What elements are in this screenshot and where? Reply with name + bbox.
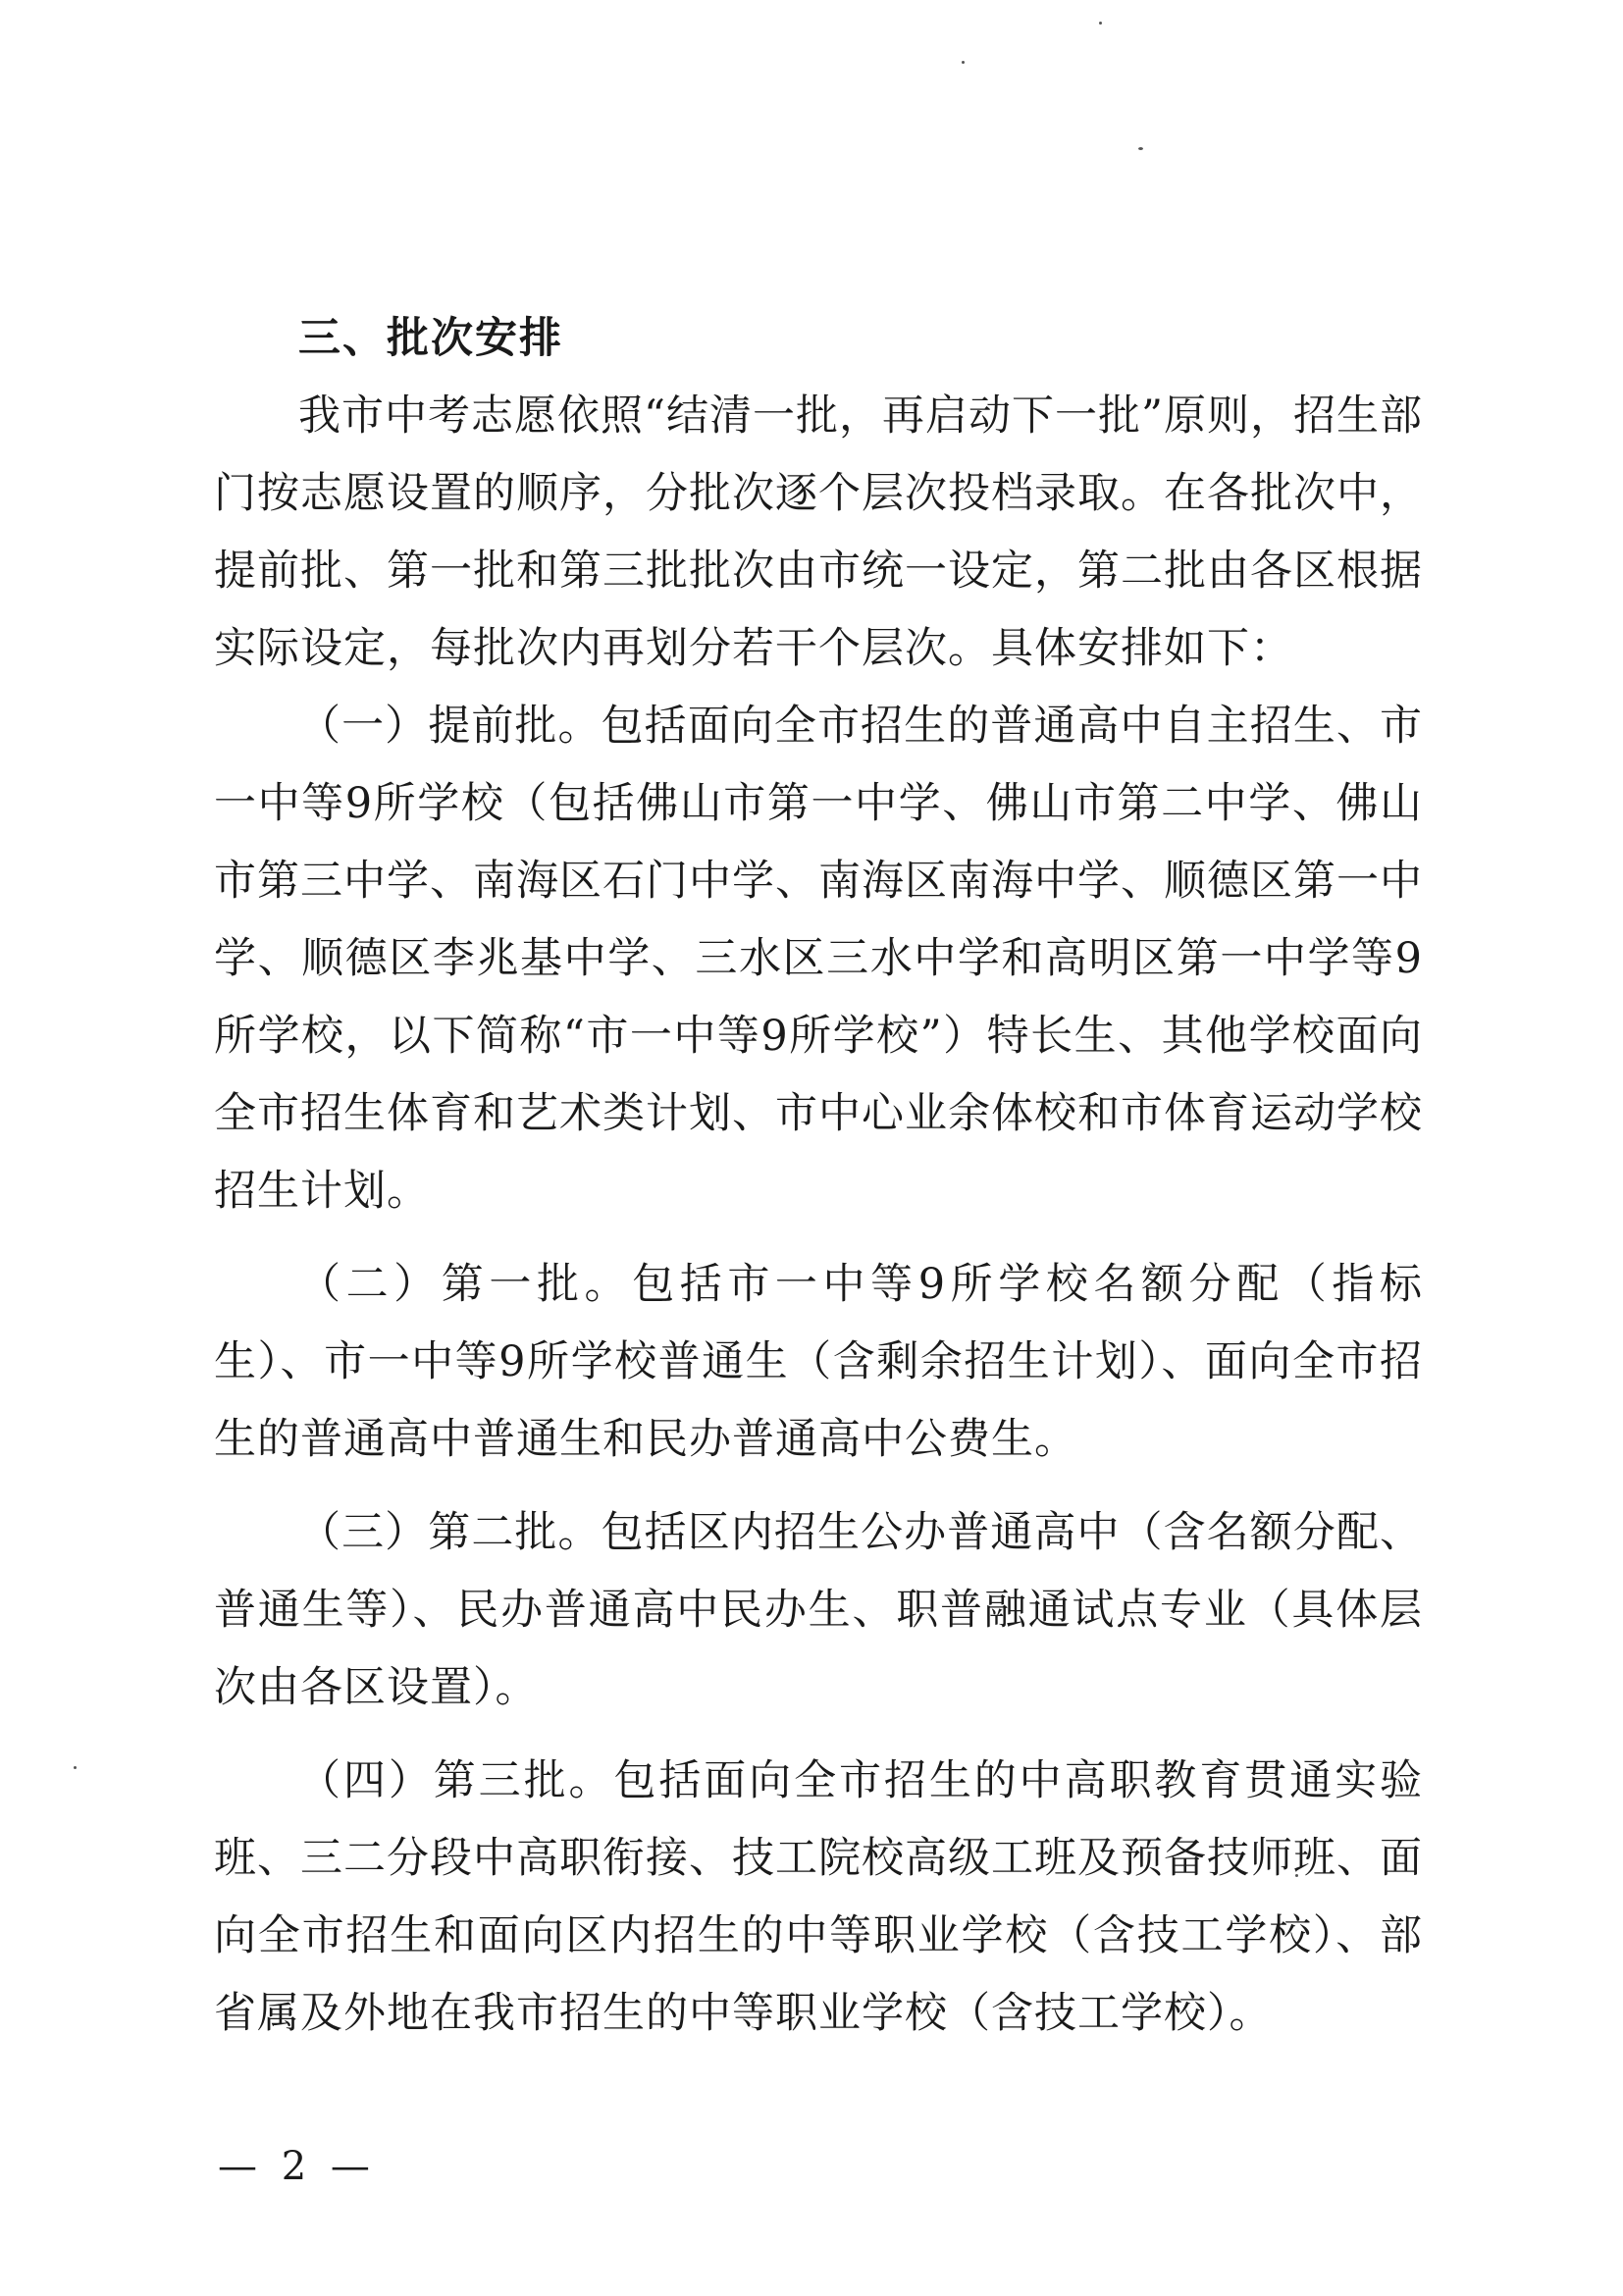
batch-third-paragraph: （四）第三批。包括面向全市招生的中高职教育贯通实验班、三二分段中高职衔接、技工院校高级工班及预备技师班、面向全市招生和面向区内招生的中等职业学校（含技工学校）、部省属及外地在我市招生的中等职业学校（含技工学校）。 xyxy=(214,1756,1423,2038)
document-body xyxy=(214,299,1423,2053)
scan-speck xyxy=(74,1766,77,1769)
batch-early-paragraph: （一）提前批。包括面向全市招生的普通高中自主招生、市一中等9所学校（包括佛山市第一中学、佛山市第二中学、佛山市第三中学、南海区石门中学、南海区南海中学、顺德区第一中学、顺德区李兆基中学、三水区三水中学和高明区第一中学等9所学校，以下简称“市一中等9所学校”）特长生、其他学校面向全市招生体育和艺术类计划、市中心业余体校和市体育运动学校招生计划。 xyxy=(214,702,1423,1216)
intro-paragraph: 我市中考志愿依照“结清一批，再启动下一批”原则，招生部门按志愿设置的顺序，分批次逐个层次投档录取。在各批次中，提前批、第一批和第三批批次由市统一设定，第二批由各区根据实际设定，每批次内再划分若干个层次。具体安排如下： xyxy=(214,391,1423,673)
batch-second-paragraph: （三）第二批。包括区内招生公办普通高中（含名额分配、普通生等）、民办普通高中民办生、职普融通试点专业（具体层次由各区设置）。 xyxy=(214,1508,1423,1712)
scan-speck xyxy=(962,61,965,64)
page-number: — 2 — xyxy=(218,2144,376,2189)
section-heading: 三、批次安排 xyxy=(298,314,563,363)
scan-speck xyxy=(1099,22,1102,25)
scan-speck xyxy=(1138,147,1143,150)
batch-first-paragraph: （二）第一批。包括市一中等9所学校名额分配（指标生）、市一中等9所学校普通生（含剩余招生计划）、面向全市招生的普通高中普通生和民办普通高中公费生。 xyxy=(214,1260,1423,1464)
